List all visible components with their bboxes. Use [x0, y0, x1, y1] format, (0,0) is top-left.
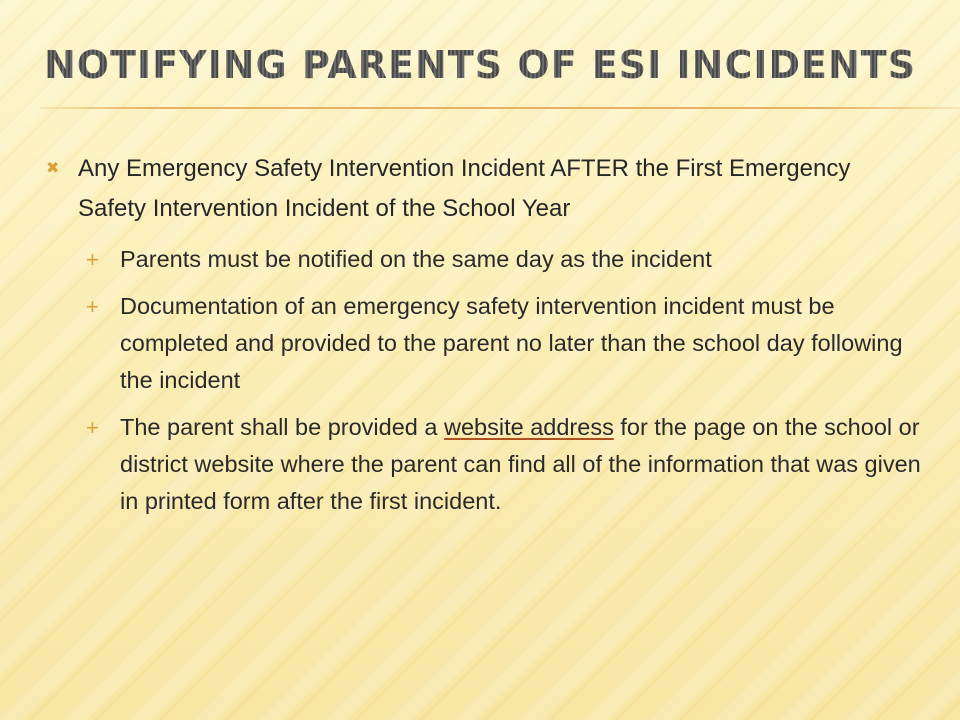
plus-icon: + — [86, 247, 99, 272]
sub-bullet-text-after: for the page on the school or district website where the parent can find all of the information that was given in printed form after the first incident. — [120, 414, 921, 514]
plus-icon: + — [86, 415, 99, 440]
sub-bullet-same-day — [86, 241, 924, 278]
sub-bullet-text-before: The parent shall be provided a — [120, 414, 444, 440]
title-divider — [40, 107, 960, 109]
website-address-link[interactable]: website address — [444, 414, 614, 440]
plus-icon: + — [86, 294, 99, 319]
main-bullet — [44, 149, 924, 229]
slide-content — [44, 149, 924, 530]
sub-bullet-website — [86, 409, 924, 520]
slide-title: NOTIFYING PARENTS OF ESI INCIDENTS — [44, 40, 924, 90]
sub-bullet-text: Parents must be notified on the same day as the incident — [120, 246, 712, 272]
cross-x-icon: ✖ — [46, 160, 60, 177]
sub-bullet-text: Documentation of an emergency safety intervention incident must be completed and provided to the parent no later than the school day following the incident — [120, 293, 903, 393]
sub-bullet-documentation — [86, 288, 924, 399]
main-bullet-text: Any Emergency Safety Intervention Incident AFTER the First Emergency Safety Intervention Incident of the School Year — [78, 155, 851, 222]
